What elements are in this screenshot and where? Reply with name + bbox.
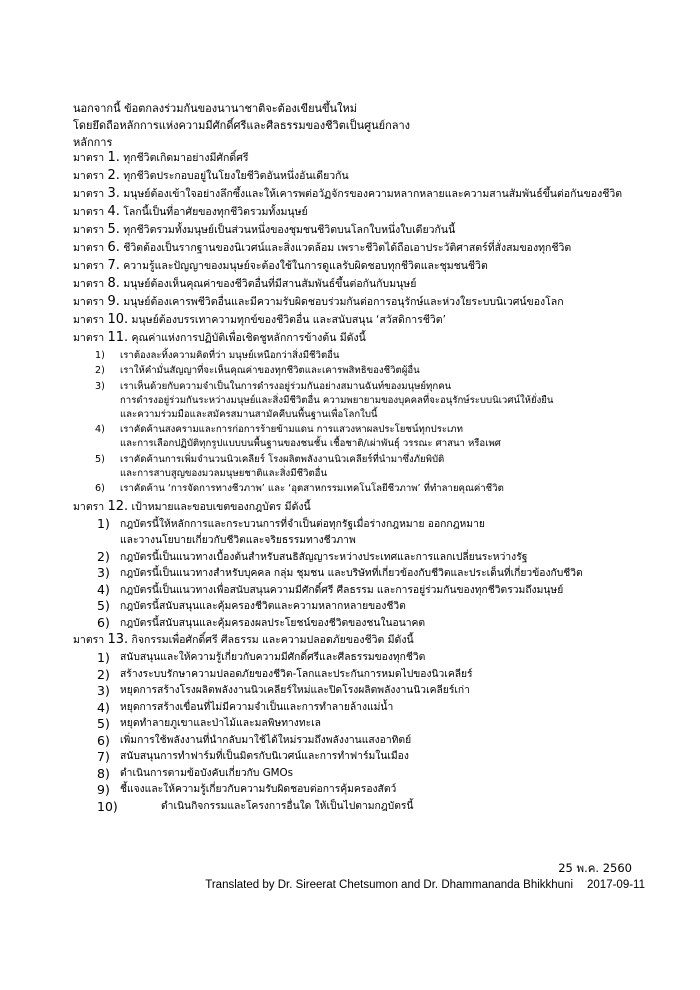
article-prefix: มาตรา	[73, 634, 105, 646]
item-text: ชี้แจงและให้ความรู้เกี่ยวกับความรับผิดชอบต่อการคุ้มครองสัตว์	[120, 783, 397, 795]
article-text: โลกนี้เป็นที่อาศัยของทุกชีวิตรวมทั้งมนุษย์	[123, 206, 308, 218]
item-text: หยุดทำลายภูเขาและป่าไม้และมลพิษทางทะเล	[120, 717, 321, 729]
item-line: เราคัดค้านสงครามและการก่อการร้ายข้ามแดน การแสวงหาผลประโยชน์ทุกประเภท	[120, 424, 463, 435]
article-prefix: มาตรา	[73, 314, 105, 326]
item-line: และความร่วมมือและสมัครสมานสามัคคีบนพื้นฐานเพื่อโลกใบนี้	[120, 408, 378, 420]
article-13-item-5	[73, 716, 673, 732]
article-7	[73, 257, 673, 275]
intro-line-2: โดยยึดถือหลักการแห่งความมีศักดิ์ศรีและศีลธรรมของชีวิตเป็นศูนย์กลาง	[73, 119, 411, 132]
article-text: มนุษย์ต้องเห็นคุณค่าของชีวิตอื่นที่มีสานสัมพันธ์ขึ้นต่อกันกับมนุษย์	[123, 278, 417, 290]
item-number: 1)	[97, 650, 110, 665]
article-10	[73, 311, 673, 329]
item-number: 5)	[95, 453, 105, 465]
item-line: และการสาบสูญของมวลมนุษยชาติและสิ่งมีชีวิตอื่น	[120, 467, 328, 479]
article-prefix: มาตรา	[73, 152, 105, 164]
article-12-item-5	[73, 598, 673, 614]
article-number: 5.	[107, 222, 120, 237]
article-number: 13.	[107, 632, 129, 647]
item-number: 5)	[97, 598, 110, 613]
item-number: 9)	[97, 782, 110, 797]
article-number: 9.	[107, 294, 120, 309]
article-number: 1.	[107, 150, 120, 165]
article-13-item-1	[73, 650, 673, 666]
article-12-item-3	[73, 565, 673, 581]
item-number: 6)	[97, 732, 110, 748]
article-9	[73, 293, 673, 311]
article-number: 6.	[107, 240, 120, 255]
item-text: เพิ่มการใช้พลังงานที่นำกลับมาใช้ได้ใหม่รวมถึงพลังงานแสงอาทิตย์	[120, 733, 412, 746]
item-line: เราคัดค้าน ‘การจัดการทางชีวภาพ’ และ ‘อุตสาหกรรมเทคโนโลยีชีวภาพ’ ที่ทำลายคุณค่าชีวิต	[120, 483, 504, 494]
item-text: สร้างระบบรักษาความปลอดภัยของชีวิต-โลกและประกันการหมดไปของนิวเคลียร์	[120, 667, 473, 680]
item-number: 5)	[97, 716, 110, 731]
document-date: 25 พ.ค. 2560	[558, 861, 632, 875]
translation-date: 2017-09-11	[587, 879, 645, 891]
article-number: 4.	[107, 204, 120, 219]
item-text: สนับสนุนและให้ความรู้เกี่ยวกับความมีศักดิ์ศรีและศีลธรรมของทุกชีวิต	[120, 651, 426, 663]
article-4	[73, 203, 673, 221]
article-6	[73, 239, 673, 257]
item-number: 2)	[97, 666, 110, 682]
article-8	[73, 275, 673, 293]
item-text: ดำเนินกิจกรรมและโครงการอื่นใด ให้เป็นไปตามกฎบัตรนี้	[161, 799, 414, 812]
item-text: ดำเนินการตามข้อบังคับเกี่ยวกับ GMOs	[120, 766, 294, 779]
item-number: 8)	[97, 765, 110, 781]
item-line: เราให้คำมั่นสัญญาที่จะเห็นคุณค่าของทุกชีวิตและเคารพสิทธิของชีวิตผู้อื่น	[120, 365, 420, 376]
article-12-item-6	[73, 615, 673, 631]
article-text: กิจกรรมเพื่อศักดิ์ศรี ศีลธรรม และความปลอดภัยของชีวิต มีดังนี้	[131, 634, 414, 646]
article-prefix: มาตรา	[73, 278, 105, 290]
item-number: 1)	[95, 349, 105, 361]
article-13-item-9	[73, 782, 673, 798]
article-number: 11.	[107, 330, 129, 345]
item-line: เราคัดค้านการเพิ่มจำนวนนิวเคลียร์ โรงผลิตพลังงานนิวเคลียร์ที่นำมาซึ่งภัยพิบัติ	[120, 453, 445, 465]
item-text: หยุดการสร้างเขื่อนที่ไม่มีความจำเป็นและการทำลายล้างแม่น้ำ	[120, 700, 394, 713]
article-text: มนุษย์ต้องเข้าใจอย่างลึกซึ้งและให้เคารพต่อวัฏจักรของความหลากหลายและความสานสัมพันธ์ขึ้นต่อกันของชีวิต	[123, 188, 623, 200]
item-number: 3)	[97, 683, 110, 698]
article-prefix: มาตรา	[73, 170, 105, 182]
article-11-item-6	[73, 482, 673, 496]
item-line: กฎบัตรนี้สนับสนุนและคุ้มครองชีวิตและความหลากหลายของชีวิต	[120, 600, 406, 612]
article-11-item-4	[73, 423, 673, 451]
item-number: 3)	[97, 565, 110, 580]
article-number: 2.	[107, 168, 120, 183]
article-prefix: มาตรา	[73, 206, 105, 218]
articles-list	[73, 149, 673, 815]
article-number: 8.	[107, 276, 120, 291]
item-number: 1)	[97, 516, 110, 531]
item-number: 6)	[95, 483, 105, 494]
article-13-item-3	[73, 683, 673, 699]
item-text: หยุดการสร้างโรงผลิตพลังงานนิวเคลียร์ใหม่และปิดโรงผลิตพลังงานนิวเคลียร์เก่า	[120, 684, 470, 696]
article-text: เป้าหมายและขอบเขตของกฎบัตร มีดังนี้	[131, 500, 311, 513]
article-number: 10.	[107, 312, 129, 327]
article-13-item-10	[73, 799, 673, 815]
article-text: มนุษย์ต้องบรรเทาความทุกข์ของชีวิตอื่น และสนับสนุน ‘สวัสดิการชีวิต’	[131, 314, 446, 326]
principles-heading: หลักการ	[73, 136, 113, 149]
article-2	[73, 167, 673, 185]
article-11-item-3	[73, 380, 673, 422]
item-number: 2)	[97, 548, 110, 564]
article-12-item-1	[73, 516, 673, 548]
item-number: 3)	[95, 380, 105, 392]
item-number: 6)	[97, 614, 110, 630]
item-number: 4)	[97, 581, 110, 597]
article-11	[73, 329, 673, 347]
article-prefix: มาตรา	[73, 296, 105, 308]
article-13-item-4	[73, 700, 673, 716]
article-text: ชีวิตต้องเป็นรากฐานของนิเวศน์และสิ่งแวดล้อม เพราะชีวิตได้ถือเอาประวัติศาสตร์ที่สั่งสมของทุกชีวิต	[123, 242, 572, 254]
article-prefix: มาตรา	[73, 332, 105, 344]
article-13-item-8	[73, 766, 673, 782]
article-text: ความรู้และปัญญาของมนุษย์จะต้องใช้ในการดูแลรับผิดชอบทุกชีวิตและชุมชนชีวิต	[123, 260, 488, 272]
article-3	[73, 185, 673, 203]
article-12-item-4	[73, 582, 673, 598]
article-12	[73, 498, 673, 516]
article-prefix: มาตรา	[73, 260, 105, 272]
article-11-item-2	[73, 364, 673, 378]
article-13-item-6	[73, 733, 673, 749]
item-line: กฎบัตรนี้เป็นแนวทางสำหรับบุคคล กลุ่ม ชุมชน และบริษัทที่เกี่ยวข้องกับชีวิตและประเด็นที่เกี่ยวข้องกับชีวิต	[120, 567, 583, 579]
article-number: 7.	[107, 258, 120, 273]
article-1	[73, 149, 673, 167]
item-number: 2)	[95, 365, 105, 376]
item-number: 4)	[95, 424, 105, 435]
translator-names: Translated by Dr. Sireerat Chetsumon and Dr. Dhammananda Bhikkhuni	[205, 879, 574, 891]
article-prefix: มาตรา	[73, 242, 105, 254]
article-5	[73, 221, 673, 239]
item-text: สนับสนุนการทำฟาร์มที่เป็นมิตรกับนิเวศน์และการทำฟาร์มในเมือง	[120, 750, 409, 762]
item-number: 7)	[97, 749, 110, 764]
article-number: 12.	[107, 498, 129, 514]
translation-credit	[205, 879, 645, 891]
item-line: การดำรงอยู่ร่วมกันระหว่างมนุษย์และสิ่งมีชีวิตอื่น ความพยายามของบุคคลที่จะอนุรักษ์ระบบนิเวศน์ให้ยั่งยืน	[120, 394, 554, 406]
item-line: กฎบัตรนี้สนับสนุนและคุ้มครองผลประโยชน์ของชีวิตของชนในอนาคต	[120, 616, 426, 629]
article-text: ทุกชีวิตเกิดมาอย่างมีศักดิ์ศรี	[123, 152, 249, 164]
intro-section	[73, 100, 673, 151]
article-prefix: มาตรา	[73, 188, 105, 200]
article-number: 3.	[107, 186, 120, 201]
item-line: กฎบัตรนี้ให้หลักการและกระบวนการที่จำเป็นต่อทุกรัฐเมื่อร่างกฎหมาย ออกกฎหมาย	[120, 518, 485, 530]
article-13-item-7	[73, 749, 673, 765]
item-line: เราเห็นด้วยกับความจำเป็นในการดำรงอยู่ร่วมกันอย่างสมานฉันท์ของมนุษย์ทุกคน	[120, 380, 452, 392]
article-13	[73, 631, 673, 649]
article-text: คุณค่าแห่งการปฏิบัติเพื่อเชิดชูหลักการข้างต้น มีดังนี้	[131, 332, 366, 344]
intro-line-1: นอกจากนี้ ข้อตกลงร่วมกันของนานาชาติจะต้องเขียนขึ้นใหม่	[73, 102, 357, 115]
item-line: และวางนโยบายเกี่ยวกับชีวิตและจริยธรรมทางชีวภาพ	[120, 534, 356, 546]
item-line: กฎบัตรนี้เป็นแนวทางเบื้องต้นสำหรับสนธิสัญญาระหว่างประเทศและการแลกเปลี่ยนระหว่างรัฐ	[120, 550, 528, 563]
article-11-item-1	[73, 349, 673, 363]
item-line: และการเลือกปฏิบัติทุกรูปแบบบนพื้นฐานของชนชั้น เชื้อชาติ/เผ่าพันธุ์ วรรณะ ศาสนา หรือเพศ	[120, 438, 501, 449]
article-prefix: มาตรา	[73, 500, 105, 513]
article-13-item-2	[73, 667, 673, 683]
item-line: เราต้องละทิ้งความคิดที่ว่า มนุษย์เหนือกว่าสิ่งมีชีวิตอื่น	[120, 349, 340, 361]
article-prefix: มาตรา	[73, 224, 105, 236]
item-number: 4)	[97, 699, 110, 715]
article-text: มนุษย์ต้องเคารพชีวิตอื่นและมีความรับผิดชอบร่วมกันต่อการอนุรักษ์และห่วงใยระบบนิเวศน์ของโลก	[123, 296, 564, 308]
article-text: ทุกชีวิตประกอบอยู่ในโยงใยชีวิตอันหนึ่งอันเดียวกัน	[123, 170, 349, 182]
item-number: 10)	[97, 798, 118, 814]
item-line: กฎบัตรนี้เป็นแนวทางเพื่อสนับสนุนความมีศักดิ์ศรี ศีลธรรม และการอยู่ร่วมกันของทุกชีวิตรวมถึงมนุษย์	[120, 583, 564, 596]
article-text: ทุกชีวิตรวมทั้งมนุษย์เป็นส่วนหนึ่งของชุมชนชีวิตบนโลกใบหนึ่งใบเดียวกันนี้	[123, 224, 456, 236]
article-11-item-5	[73, 453, 673, 481]
article-12-item-2	[73, 549, 673, 565]
